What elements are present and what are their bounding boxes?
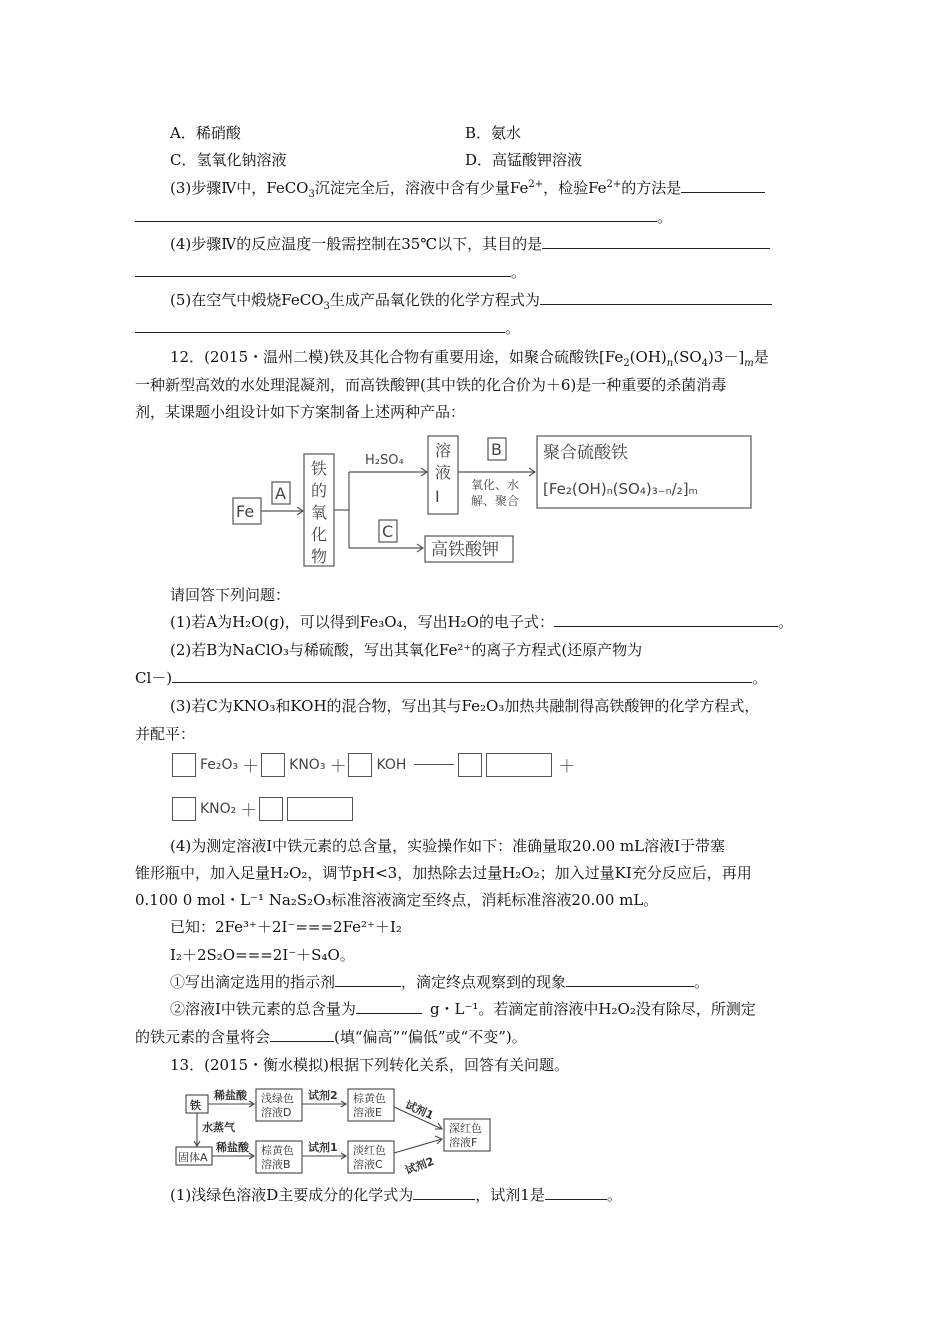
q12-intro-line3: 剂，某课题小组设计如下方案制备上述两种产品： <box>135 403 466 421</box>
q12-flow-diagram <box>225 432 765 572</box>
answer-blank[interactable] <box>554 612 778 627</box>
coefficient-box[interactable] <box>348 753 372 777</box>
answer-blank[interactable] <box>135 207 657 222</box>
coefficient-box[interactable] <box>172 753 196 777</box>
plus-sign: ＋ <box>242 757 260 777</box>
solution-f-line1: 深红色 <box>449 1122 482 1135</box>
koh-term: KOH <box>376 756 407 773</box>
dil-hcl-label-bottom: 稀盐酸 <box>216 1141 249 1154</box>
coefficient-box[interactable] <box>261 753 285 777</box>
h2so4-label: H₂SO₄ <box>365 453 404 468</box>
product-1-label: 聚合硫酸铁 <box>543 443 628 463</box>
answer-blank[interactable] <box>540 290 772 305</box>
reagent-2-label-diag: 试剂2 <box>403 1154 436 1177</box>
q12-part3-cont: 并配平： <box>135 725 196 743</box>
q11-part5: (5)在空气中煅烧FeCO$_3$生成产品氧化铁的化学方程式为 <box>170 290 772 310</box>
answer-blank[interactable] <box>270 1027 334 1042</box>
coefficient-box[interactable] <box>259 797 283 821</box>
answer-blank[interactable] <box>135 318 505 333</box>
q12-ask: 请回答下列问题： <box>170 586 291 604</box>
answer-blank[interactable] <box>356 999 422 1014</box>
equation-row-1 <box>172 752 575 777</box>
answer-blank[interactable] <box>545 1185 607 1200</box>
q11-part5-cont: 。 <box>135 318 520 338</box>
option-d: D．高锰酸钾溶液 <box>465 151 583 169</box>
reagent-b-label: B <box>491 440 502 459</box>
option-a: A．稀硝酸 <box>170 124 241 142</box>
dil-hcl-label-top: 稀盐酸 <box>214 1089 247 1102</box>
q12-part1: (1)若A为H₂O(g)，可以得到Fe₃O₄，写出H₂O的电子式： 。 <box>170 613 793 631</box>
option-c: C．氢氧化钠溶液 <box>170 151 287 169</box>
q12-part2-cont: Cl－) 。 <box>135 669 768 687</box>
plus-sign: ＋ <box>240 801 258 821</box>
coefficient-box[interactable] <box>458 753 482 777</box>
answer-blank[interactable] <box>335 972 401 987</box>
known-equation-2: I₂＋2S₂O===2I⁻＋S₄O。 <box>170 946 355 964</box>
q12-part3: (3)若C为KNO₃和KOH的混合物，写出其与Fe₂O₃加热共融制得高铁酸钾的化学方程式， <box>170 697 760 715</box>
iron-label: 铁 <box>190 1099 201 1112</box>
solution-c-line1: 淡红色 <box>353 1144 386 1157</box>
solution-char-1: 溶 <box>435 441 452 460</box>
q11-part4-cont: 。 <box>135 262 526 282</box>
product-2-label: 高铁酸钾 <box>431 540 499 560</box>
product-1-formula: [Fe₂(OH)ₙ(SO₄)₃₋ₙ/₂]ₘ <box>543 480 698 498</box>
reagent-1-label-diag: 试剂1 <box>403 1098 436 1123</box>
q13-intro: 13．(2015・衡水模拟)根据下列转化关系，回答有关问题。 <box>170 1056 569 1074</box>
q13-flow-diagram <box>170 1085 510 1177</box>
kno3-term: KNO₃ <box>289 756 326 773</box>
solution-d-line1: 浅绿色 <box>261 1092 294 1105</box>
q12-sub2-cont: 的铁元素的含量将会 (填“偏高”“偏低”或“不变”)。 <box>135 1028 527 1046</box>
q11-part4: (4)步骤Ⅳ的反应温度一般需控制在35℃以下，其目的是 <box>170 234 770 254</box>
solution-b-line2: 溶液B <box>261 1158 291 1171</box>
arrow-note-2: 解、聚合 <box>471 494 520 508</box>
solution-char-3: Ⅰ <box>435 487 440 506</box>
q11-part3-cont: 。 <box>135 207 672 227</box>
solution-b-line1: 棕黄色 <box>261 1144 294 1157</box>
q11-part3: (3)步骤Ⅳ中，FeCO$_3$沉淀完全后，溶液中含有少量$Fe^{2+}$，检验$Fe^{2+}$的方法是 <box>170 178 765 198</box>
kno2-term: KNO₂ <box>200 800 237 817</box>
oxide-char-1: 铁 <box>311 459 328 478</box>
solution-char-2: 液 <box>435 463 452 482</box>
q12-sub1: ①写出滴定选用的指示剂 ，滴定终点观察到的现象 。 <box>170 973 710 991</box>
reagent-a-label: A <box>275 484 286 503</box>
fe2o3-term: Fe₂O₃ <box>200 756 239 773</box>
plus-sign: ＋ <box>558 757 576 777</box>
oxide-char-3: 氧 <box>311 503 328 522</box>
fe-label: Fe <box>236 502 255 521</box>
coefficient-box[interactable] <box>172 797 196 821</box>
answer-blank[interactable] <box>413 1185 475 1200</box>
solution-f-line2: 溶液F <box>449 1136 478 1149</box>
q13-part1: (1)浅绿色溶液D主要成分的化学式为 ，试剂1是 。 <box>170 1186 622 1204</box>
known-equation-1: 已知：2Fe³⁺＋2I⁻===2Fe²⁺＋I₂ <box>170 918 402 936</box>
q12-sub2: ②溶液Ⅰ中铁元素的总含量为 g・L⁻¹。若滴定前溶液中H₂O₂没有除尽，所测定 <box>170 1000 756 1018</box>
answer-blank[interactable] <box>566 972 694 987</box>
q12-part4-line1: (4)为测定溶液Ⅰ中铁元素的总含量，实验操作如下：准确量取20.00 mL溶液Ⅰ于带塞 <box>170 837 725 855</box>
solution-e-line1: 棕黄色 <box>353 1092 386 1105</box>
formula-box[interactable] <box>287 797 353 821</box>
answer-blank[interactable] <box>681 178 765 193</box>
answer-blank[interactable] <box>172 668 752 683</box>
oxide-char-2: 的 <box>311 481 328 500</box>
solution-d-line2: 溶液D <box>261 1106 292 1119</box>
formula-box[interactable] <box>486 753 552 777</box>
reaction-arrow <box>414 764 454 765</box>
arrow-note-1: 氧化、水 <box>471 478 520 492</box>
q12-intro-line1: 12．(2015・温州二模)铁及其化合物有重要用途，如聚合硫酸铁$[Fe_2(OH)_n(SO_4)3-]_m$是 <box>170 348 769 369</box>
q12-intro-line2: 一种新型高效的水处理混凝剂，而高铁酸钾(其中铁的化合价为＋6)是一种重要的杀菌消毒 <box>135 376 727 394</box>
steam-label: 水蒸气 <box>202 1121 235 1134</box>
q12-part4-line3: 0.100 0 mol・L⁻¹ Na₂S₂O₃标准溶液滴定至终点，消耗标准溶液20.00 mL。 <box>135 891 659 909</box>
plus-sign: ＋ <box>329 757 347 777</box>
option-b: B．氨水 <box>465 124 522 142</box>
solution-c-line2: 溶液C <box>353 1158 383 1171</box>
answer-blank[interactable] <box>542 234 770 249</box>
q12-part2: (2)若B为NaClO₃与稀硫酸，写出其氧化Fe²⁺的离子方程式(还原产物为 <box>170 641 643 659</box>
oxide-char-4: 化 <box>311 525 328 544</box>
oxide-char-5: 物 <box>311 547 328 566</box>
solid-a-label: 固体A <box>178 1151 208 1164</box>
reagent-1-label-bottom: 试剂1 <box>308 1141 338 1154</box>
solution-e-line2: 溶液E <box>353 1106 382 1119</box>
reagent-2-label-top: 试剂2 <box>308 1089 338 1102</box>
reagent-c-label: C <box>382 522 394 541</box>
equation-row-2 <box>172 796 353 821</box>
q12-part4-line2: 锥形瓶中，加入足量H₂O₂，调节pH<3，加热除去过量H₂O₂；加入过量KI充分反应后，再用 <box>135 864 752 882</box>
answer-blank[interactable] <box>135 262 511 277</box>
